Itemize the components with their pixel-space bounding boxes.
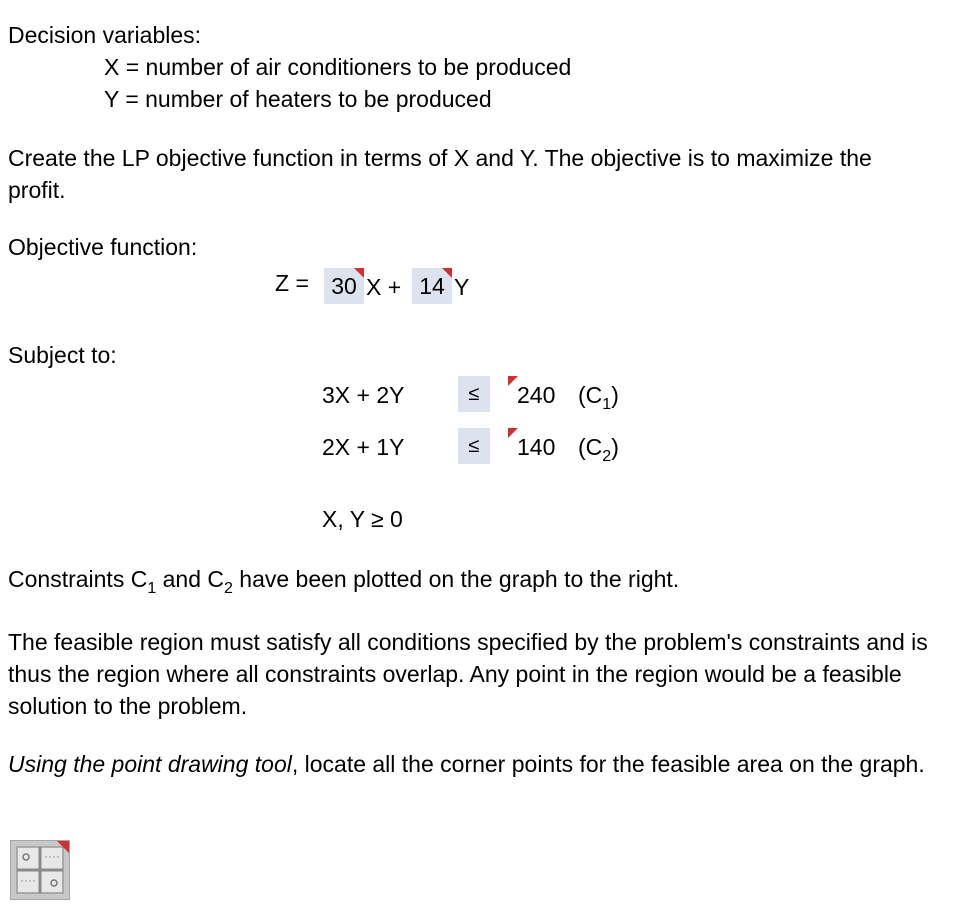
constraint-1-sign: ≤: [468, 383, 480, 405]
nonnegativity-constraint: X, Y ≥ 0: [322, 506, 403, 532]
constraint-1-rhs: 240: [517, 382, 556, 408]
decision-heading: Decision variables:: [8, 22, 202, 48]
constraint-2-sign-select[interactable]: [458, 428, 490, 464]
constraint-2-lhs: 2X + 1Y: [322, 434, 405, 460]
answer-marker-icon: [354, 268, 364, 278]
tool-instruction: Using the point drawing tool, locate all the corner points for the feasible area on the graph.: [8, 751, 925, 777]
point-tool-icon: [11, 841, 69, 899]
x-coefficient-value: 30: [331, 273, 357, 299]
answer-marker-icon: [442, 268, 452, 278]
y-term: Y: [454, 274, 470, 300]
constraint-1-lhs: 3X + 2Y: [322, 382, 405, 408]
feasible-region-text: The feasible region must satisfy all conditions specified by the problem's constraints and is thus the region where all constraints overlap. Any point in the region would be a feasible solution to the problem.: [8, 629, 928, 719]
objective-heading: Objective function:: [8, 234, 198, 260]
constraint-2-rhs-field: [508, 428, 568, 464]
x-term: X +: [366, 274, 402, 300]
constraint-2-sign: ≤: [468, 435, 480, 457]
x-definition: X = number of air conditioners to be produced: [104, 54, 572, 80]
constraint-1-rhs-field: [508, 376, 568, 412]
plotted-statement: Constraints $C_1$ and $C_2$ have been plotted on the graph to the right.: [8, 566, 680, 597]
point-drawing-tool-button[interactable]: [10, 840, 70, 900]
constraint-2-label: $(C_2)$: [578, 434, 619, 465]
y-coefficient-input[interactable]: [412, 268, 452, 304]
constraint-1-label: $(C_1)$: [578, 382, 619, 413]
z-label: Z =: [275, 270, 309, 296]
y-definition: Y = number of heaters to be produced: [104, 86, 492, 112]
constraint-1-sign-select[interactable]: [458, 376, 490, 412]
y-coefficient-value: 14: [419, 273, 445, 299]
objective-instruction: Create the LP objective function in terms of X and Y. The objective is to maximize the profit.: [8, 145, 872, 203]
constraint-2-rhs: 140: [517, 434, 556, 460]
x-coefficient-input[interactable]: [324, 268, 364, 304]
subject-heading: Subject to:: [8, 342, 117, 368]
